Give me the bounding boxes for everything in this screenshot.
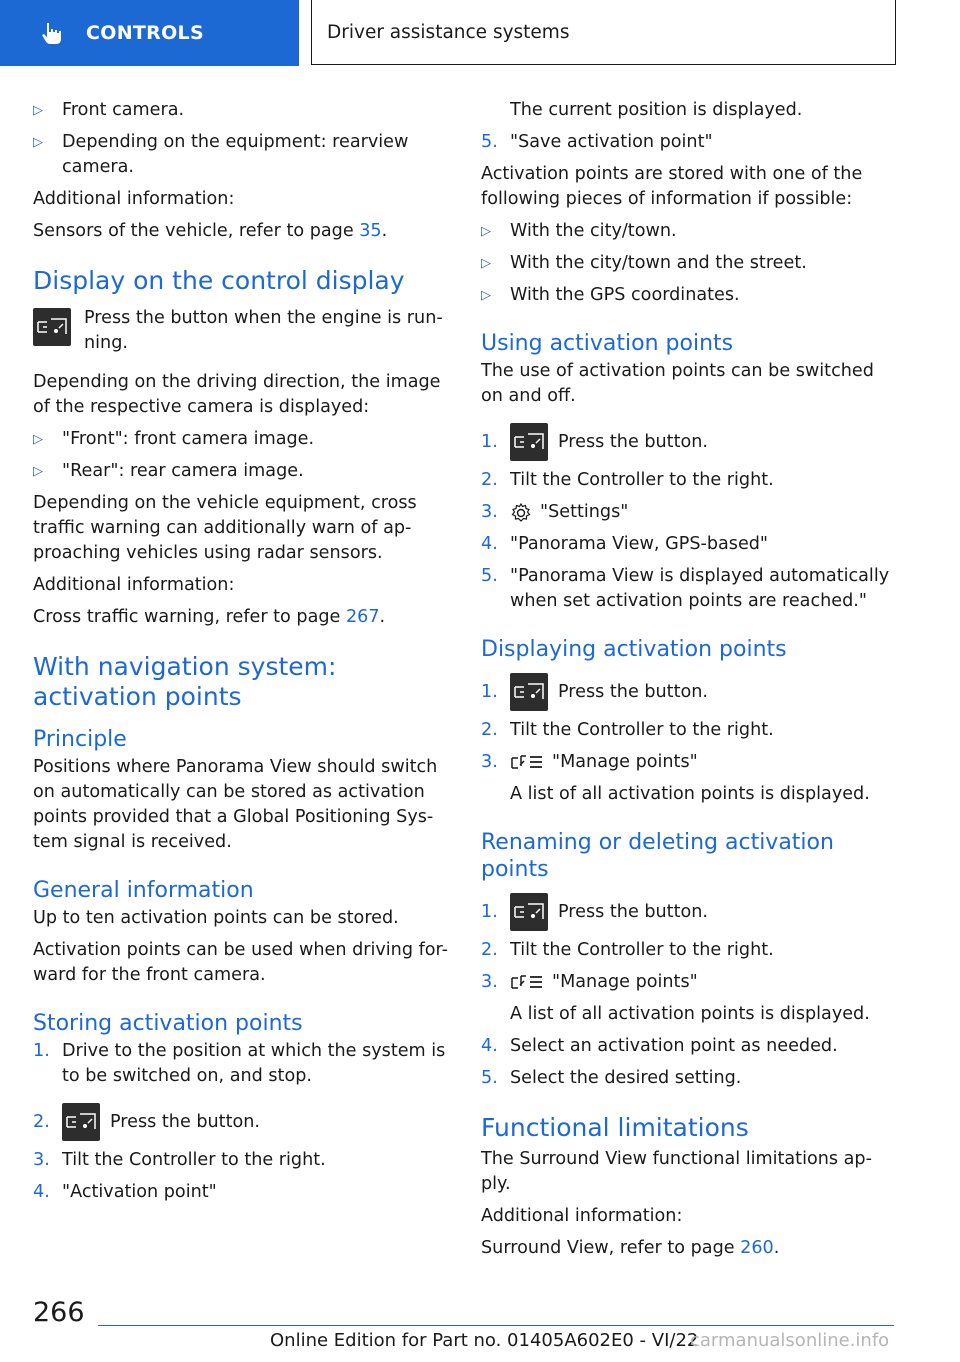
bullet-icon: ▷ (33, 135, 43, 150)
bullet-icon: ▷ (33, 464, 43, 479)
paragraph: Activation points are stored with one of the following pieces of information if possible: (481, 164, 863, 209)
paragraph: Sensors of the vehicle, refer to page 35. (33, 221, 388, 241)
paragraph: The current position is displayed. (510, 100, 803, 120)
paragraph: Additional information: (33, 575, 235, 595)
camera-view-button-icon (510, 673, 548, 711)
page-header (0, 0, 960, 66)
paragraph: Additional information: (481, 1206, 683, 1226)
list-item: ▷ Depending on the equipment: rearview camera. (33, 130, 451, 180)
bullet-icon: ▷ (33, 432, 43, 447)
section-tab (0, 0, 299, 66)
list-item: ▷ With the city/town. (481, 219, 896, 244)
page-number: 266 (33, 1297, 85, 1328)
list-item: ▷ "Rear": rear camera image. (33, 459, 451, 484)
heading-displaying: Displaying activation points (481, 637, 787, 662)
list-item: 5. "Save activation point" (481, 132, 713, 152)
list-item: 1. Press the button. (481, 893, 896, 931)
list-item: 2. Tilt the Controller to the right. (481, 940, 774, 960)
list-item: 4. "Panorama View, GPS-based" (481, 534, 769, 554)
list-item: 2. Tilt the Controller to the right. (481, 720, 774, 740)
gear-icon (510, 502, 532, 524)
list-item: 3. "Manage points" (481, 972, 698, 992)
paragraph: Additional information: (33, 189, 235, 209)
footer-divider (98, 1325, 894, 1326)
heading-renaming: Renaming or deleting activation points (481, 830, 834, 882)
list-item: 3. "Manage points" (481, 752, 698, 772)
list-item: 3. Tilt the Controller to the right. (33, 1150, 326, 1170)
footer-edition: Online Edition for Part no. 01405A602E0 - VI/22 (270, 1330, 699, 1351)
list-item: 5. Select the desired setting. (481, 1068, 742, 1088)
hand-pointer-icon (38, 19, 66, 47)
list-item: 2. Press the button. (33, 1103, 451, 1141)
camera-view-button-icon (33, 308, 71, 346)
paragraph: Press the button when the engine is run-ning. (84, 308, 443, 353)
heading-display: Display on the control display (33, 266, 405, 295)
paragraph: Depending on the driving direction, the image of the respective camera is displayed: (33, 372, 441, 417)
camera-view-button-icon (62, 1103, 100, 1141)
paragraph: A list of all activation points is displayed. (510, 1004, 870, 1024)
heading-using: Using activation points (481, 331, 734, 356)
list-item: ▷ With the GPS coordinates. (481, 283, 896, 308)
paragraph: The Surround View functional limitations ap-ply. (481, 1149, 872, 1194)
bullet-icon: ▷ (481, 224, 491, 239)
list-item: 1. Drive to the position at which the system is to be switched on, and stop. (33, 1041, 446, 1086)
camera-view-button-icon (510, 893, 548, 931)
button-instruction (33, 306, 451, 356)
paragraph: A list of all activation points is displayed. (510, 784, 870, 804)
list-item: 3. "Settings" (481, 502, 629, 522)
heading-general: General information (33, 878, 254, 903)
paragraph: Up to ten activation points can be stored. (33, 908, 399, 928)
list-item: ▷ "Front": front camera image. (33, 427, 451, 452)
chapter-title: Driver assistance systems (327, 21, 570, 43)
heading-storing: Storing activation points (33, 1011, 303, 1036)
camera-view-button-icon (510, 423, 548, 461)
chapter-box (311, 0, 896, 65)
camera-list-icon (510, 752, 544, 774)
paragraph: Activation points can be used when driving for-ward for the front camera. (33, 940, 449, 985)
list-item: ▷ With the city/town and the street. (481, 251, 896, 276)
paragraph: Positions where Panorama View should switch on automatically can be stored as activation points provided that a Global Positioning Sys-tem signal is received. (33, 757, 438, 852)
list-item: 5. "Panorama View is displayed automatically when set activation points are reached." (481, 566, 890, 611)
paragraph: Surround View, refer to page 260. (481, 1238, 780, 1258)
bullet-icon: ▷ (33, 103, 43, 118)
list-item: 4. "Activation point" (33, 1182, 217, 1202)
paragraph: Cross traffic warning, refer to page 267. (33, 607, 386, 627)
heading-principle: Principle (33, 727, 127, 752)
right-column (481, 98, 896, 1261)
left-column (33, 98, 451, 1205)
heading-limitations: Functional limitations (481, 1113, 749, 1142)
list-item: 4. Select an activation point as needed. (481, 1036, 838, 1056)
list-item: 1. Press the button. (481, 673, 896, 711)
page-link[interactable]: 267 (345, 607, 380, 627)
paragraph: Depending on the vehicle equipment, cross traffic warning can additionally warn of ap-proaching vehicles using radar sensors. (33, 493, 417, 563)
heading-navigation: With navigation system: activation points (33, 652, 337, 711)
page-link[interactable]: 260 (740, 1238, 774, 1258)
bullet-icon: ▷ (481, 288, 491, 303)
watermark: carmanualsonline.info (690, 1330, 890, 1351)
bullet-icon: ▷ (481, 256, 491, 271)
list-item: 1. Press the button. (481, 423, 896, 461)
page-link[interactable]: 35 (359, 221, 382, 241)
list-item: 2. Tilt the Controller to the right. (481, 470, 774, 490)
section-title: CONTROLS (86, 22, 204, 44)
list-item: ▷ Front camera. (33, 98, 451, 123)
camera-list-icon (510, 972, 544, 994)
paragraph: The use of activation points can be switched on and off. (481, 361, 874, 406)
